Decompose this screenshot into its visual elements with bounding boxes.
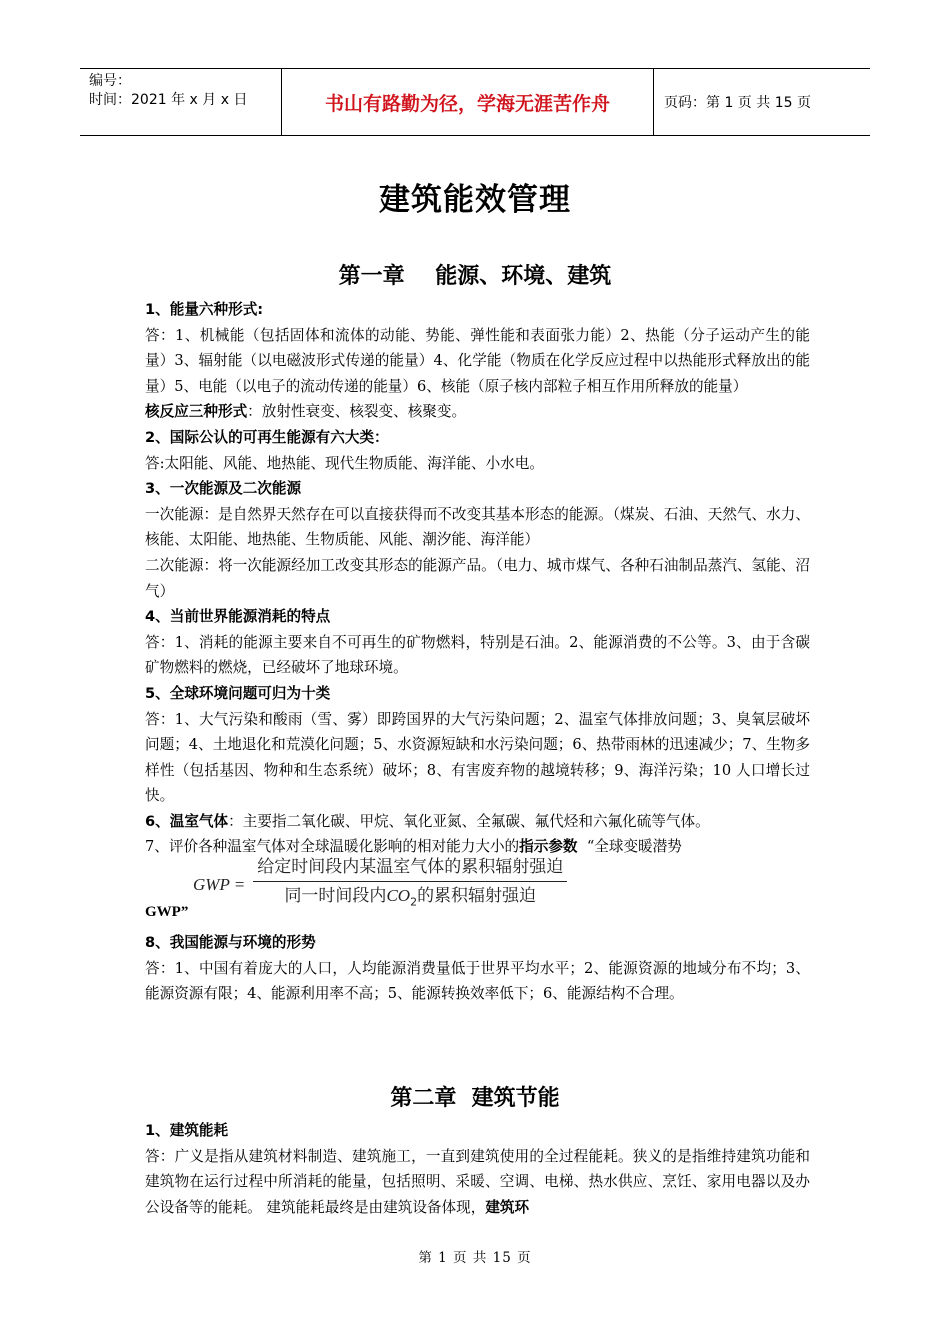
formula-den-sub: 2 <box>410 895 418 909</box>
header-meta <box>80 69 282 135</box>
document-title: 建筑能效管理 <box>379 182 571 218</box>
header-motto: 书山有路勤为径，学海无涯苦作舟 <box>282 69 654 135</box>
question-7-bold: 指示参数 <box>519 838 578 856</box>
page-header <box>80 68 870 136</box>
nuclear-reaction-line <box>145 399 810 425</box>
formula-den-pre: 同一时间段内 <box>284 886 387 907</box>
header-page-info: 页码：第 1 页 共 15 页 <box>664 95 811 111</box>
question-6-line <box>145 809 810 835</box>
formula-numerator: 给定时间段内某温室气体的累积辐射强迫 <box>253 855 567 883</box>
question-6-label: 6、温室气体 <box>145 812 229 830</box>
chapter-2-answer-1-bold: 建筑环 <box>485 1198 530 1216</box>
answer-3-primary: 一次能源：是自然界天然存在可以直接获得而不改变其基本形态的能源。（煤炭、石油、天然气、水力、核能、太阳能、地热能、生物质能、风能、潮汐能、海洋能） <box>145 505 810 549</box>
number-label: 编号： <box>89 73 131 89</box>
question-5: 5、全球环境问题可归为十类 <box>145 684 331 702</box>
page-footer: 第 1 页 共 15 页 <box>418 1250 532 1266</box>
answer-8: 答：1、中国有着庞大的人口，人均能源消费量低于世界平均水平；2、能源资源的地域分布不均；3、能源资源有限；4、能源利用率不高；5、能源转换效率低下；6、能源结构不合理。 <box>145 959 810 1003</box>
question-3: 3、一次能源及二次能源 <box>145 480 302 498</box>
gwp-formula-row <box>145 856 810 930</box>
answer-2: 答:太阳能、风能、地热能、现代生物质能、海洋能、小水电。 <box>145 454 544 472</box>
chapter-1-content <box>145 297 810 1007</box>
nuclear-text: ：放射性衰变、核裂变、核聚变。 <box>247 403 467 421</box>
answer-5: 答：1、大气污染和酸雨（雪、雾）即跨国界的大气污染问题；2、温室气体排放问题；3、臭氧层破坏问题；4、土地退化和荒漠化问题；5、水资源短缺和水污染问题；6、热带雨林的迅速减少；7、生物多样性（包括基因、物种和生态系统）破坏；8、有害废弃物的越境转移；9、海洋污染；10 人口增长过快。 <box>145 710 810 805</box>
question-6-text: ：主要指二氧化碳、甲烷、氧化亚氮、全氟碳、氟代烃和六氟化硫等气体。 <box>228 812 710 830</box>
chapter-1-title: 第一章 能源、环境、建筑 <box>338 264 612 289</box>
formula-denominator <box>280 882 540 915</box>
gwp-label: GWP” <box>145 904 189 921</box>
question-4: 4、当前世界能源消耗的特点 <box>145 608 331 626</box>
chapter-2-answer-1-text: 答：广义是指从建筑材料制造、建筑施工，一直到建筑使用的全过程能耗。狭义的是指维持建筑功能和建筑物在运行过程中所消耗的能量，包括照明、采暖、空调、电梯、热水供应、烹饪、家用电器以及办公设备等的能耗。 建筑能耗最终是由建筑设备体现， <box>145 1147 810 1216</box>
time-label: 时间：2021 年 x 月 x 日 <box>89 92 248 108</box>
answer-1: 答：1、机械能（包括固体和流体的动能、势能、弹性能和表面张力能）2、热能（分子运动产生的能量）3、辐射能（以电磁波形式传递的能量）4、化学能（物质在化学反应过程中以热能形式释放出的能量）5、电能（以电子的流动传递的能量）6、核能（原子核内部粒子相互作用所释放的能量） <box>145 326 810 395</box>
nuclear-label: 核反应三种形式 <box>145 403 248 421</box>
chapter-2-title: 第二章 建筑节能 <box>390 1086 560 1111</box>
chapter-2-content <box>145 1118 810 1220</box>
gwp-formula <box>193 854 567 916</box>
chapter-2-question-1: 1、建筑能耗 <box>145 1122 229 1139</box>
question-1: 1、能量六种形式: <box>145 301 264 318</box>
formula-den-co: CO <box>386 886 411 906</box>
formula-fraction <box>253 855 567 916</box>
question-8: 8、我国能源与环境的形势 <box>145 934 316 952</box>
answer-4: 答：1、消耗的能源主要来自不可再生的矿物燃料，特别是石油。2、能源消费的不公等。3、由于含碳矿物燃料的燃烧，已经破坏了地球环境。 <box>145 633 810 677</box>
formula-den-post: 的累积辐射强迫 <box>417 886 537 907</box>
formula-lhs: GWP = <box>193 875 246 895</box>
question-7-text: 7、评价各种温室气体对全球温暖化影响的相对能力大小的 <box>145 838 520 856</box>
question-7-quote: “全球变暖潜势 <box>586 838 682 856</box>
question-2: 2、国际公认的可再生能源有六大类： <box>145 428 389 446</box>
chapter-2-answer-1 <box>145 1144 810 1221</box>
answer-3-secondary: 二次能源：将一次能源经加工改变其形态的能源产品。（电力、城市煤气、各种石油制品蒸汽、氢能、沼气） <box>145 556 810 600</box>
